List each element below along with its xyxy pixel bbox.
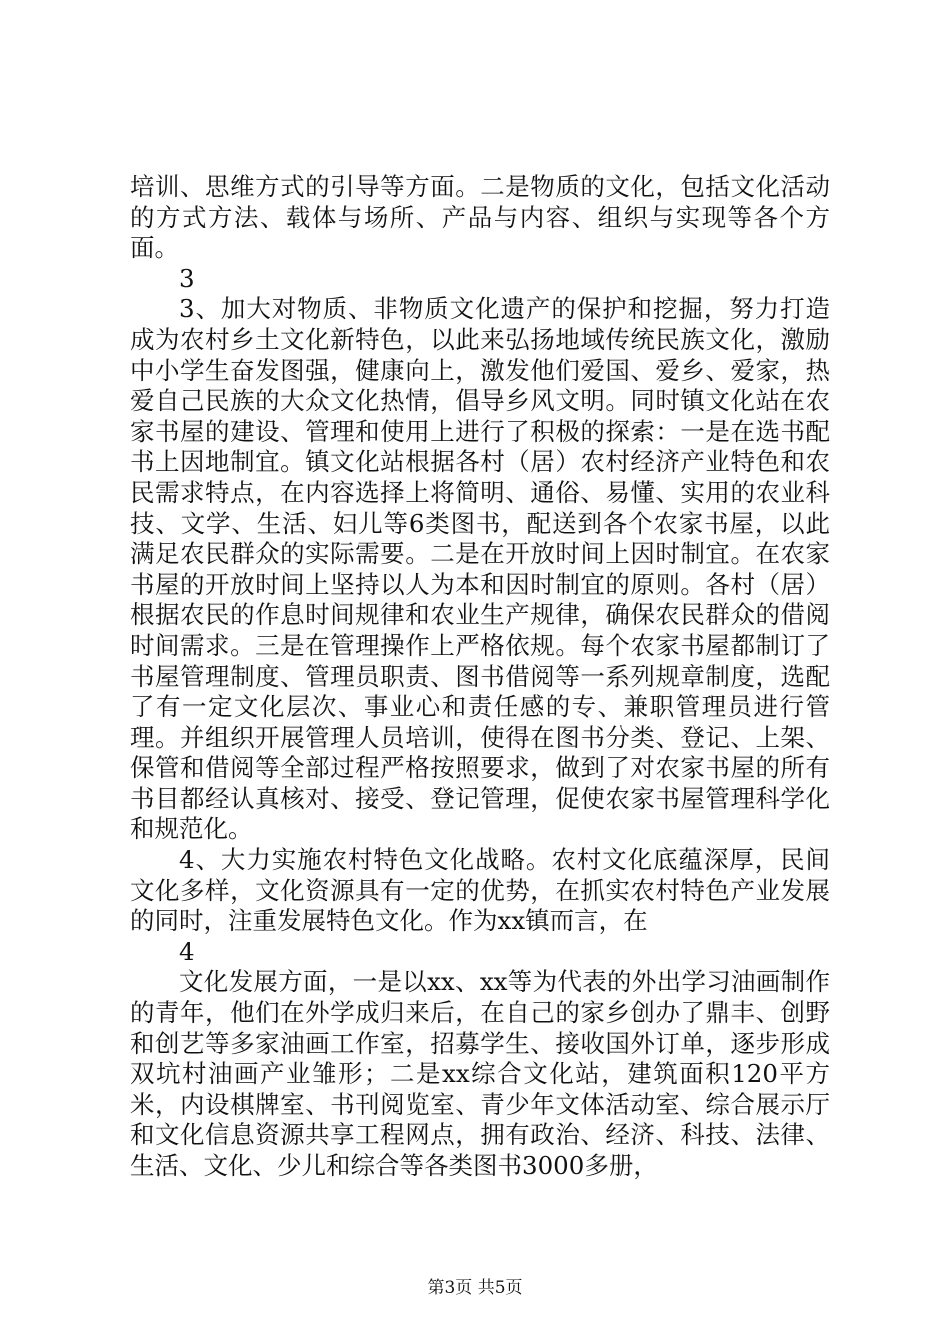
paragraph-1: 培训、思维方式的引导等方面。二是物质的文化，包括文化活动的方式方法、载体与场所、产品与内容、组织与实现等各个方面。	[130, 172, 830, 263]
page-footer: 第3页 共5页	[427, 1278, 523, 1298]
page-marker-4: 4	[179, 936, 195, 966]
paragraph-3: 3、加大对物质、非物质文化遗产的保护和挖掘，努力打造成为农村乡土文化新特色，以此来弘扬地域传统民族文化，激励中小学生奋发图强，健康向上，激发他们爱国、爱乡、爱家，热爱自己民族的大众文化热情，倡导乡风文明。同时镇文化站在农家书屋的建设、管理和使用上进行了积极的探索：一是在选书配书上因地制宜。镇文化站根据各村（居）农村经济产业特色和农民需求特点，在内容选择上将简明、通俗、易懂、实用的农业科技、文学、生活、妇儿等6类图书，配送到各个农家书屋，以此满足农民群众的实际需要。二是在开放时间上因时制宜。在农家书屋的开放时间上坚持以人为本和因时制宜的原则。各村（居）根据农民的作息时间规律和农业生产规律，确保农民群众的借阅时间需求。三是在管理操作上严格依规。每个农家书屋都制订了书屋管理制度、管理员职责、图书借阅等一系列规章制度，选配了有一定文化层次、事业心和责任感的专、兼职管理员进行管理。并组织开展管理人员培训，使得在图书分类、登记、上架、保管和借阅等全部过程严格按照要求，做到了对农家书屋的所有书目都经认真核对、接受、登记管理，促使农家书屋管理科学化和规范化。	[130, 294, 830, 844]
document-body	[130, 172, 830, 1182]
page-marker-3: 3	[179, 263, 195, 293]
paragraph-4: 4、大力实施农村特色文化战略。农村文化底蕴深厚，民间文化多样，文化资源具有一定的优势，在抓实农村特色产业发展的同时，注重发展特色文化。作为xx镇而言，在	[130, 845, 830, 936]
paragraph-6: 文化发展方面，一是以xx、xx等为代表的外出学习油画制作的青年，他们在外学成归来后，在自己的家乡创办了鼎丰、创野和创艺等多家油画工作室，招募学生、接收国外订单，逐步形成双坑村油画产业雏形；二是xx综合文化站，建筑面积120平方米，内设棋牌室、书刊阅览室、青少年文体活动室、综合展示厅和文化信息资源共享工程网点，拥有政治、经济、科技、法律、生活、文化、少儿和综合等各类图书3000多册，	[130, 967, 830, 1180]
